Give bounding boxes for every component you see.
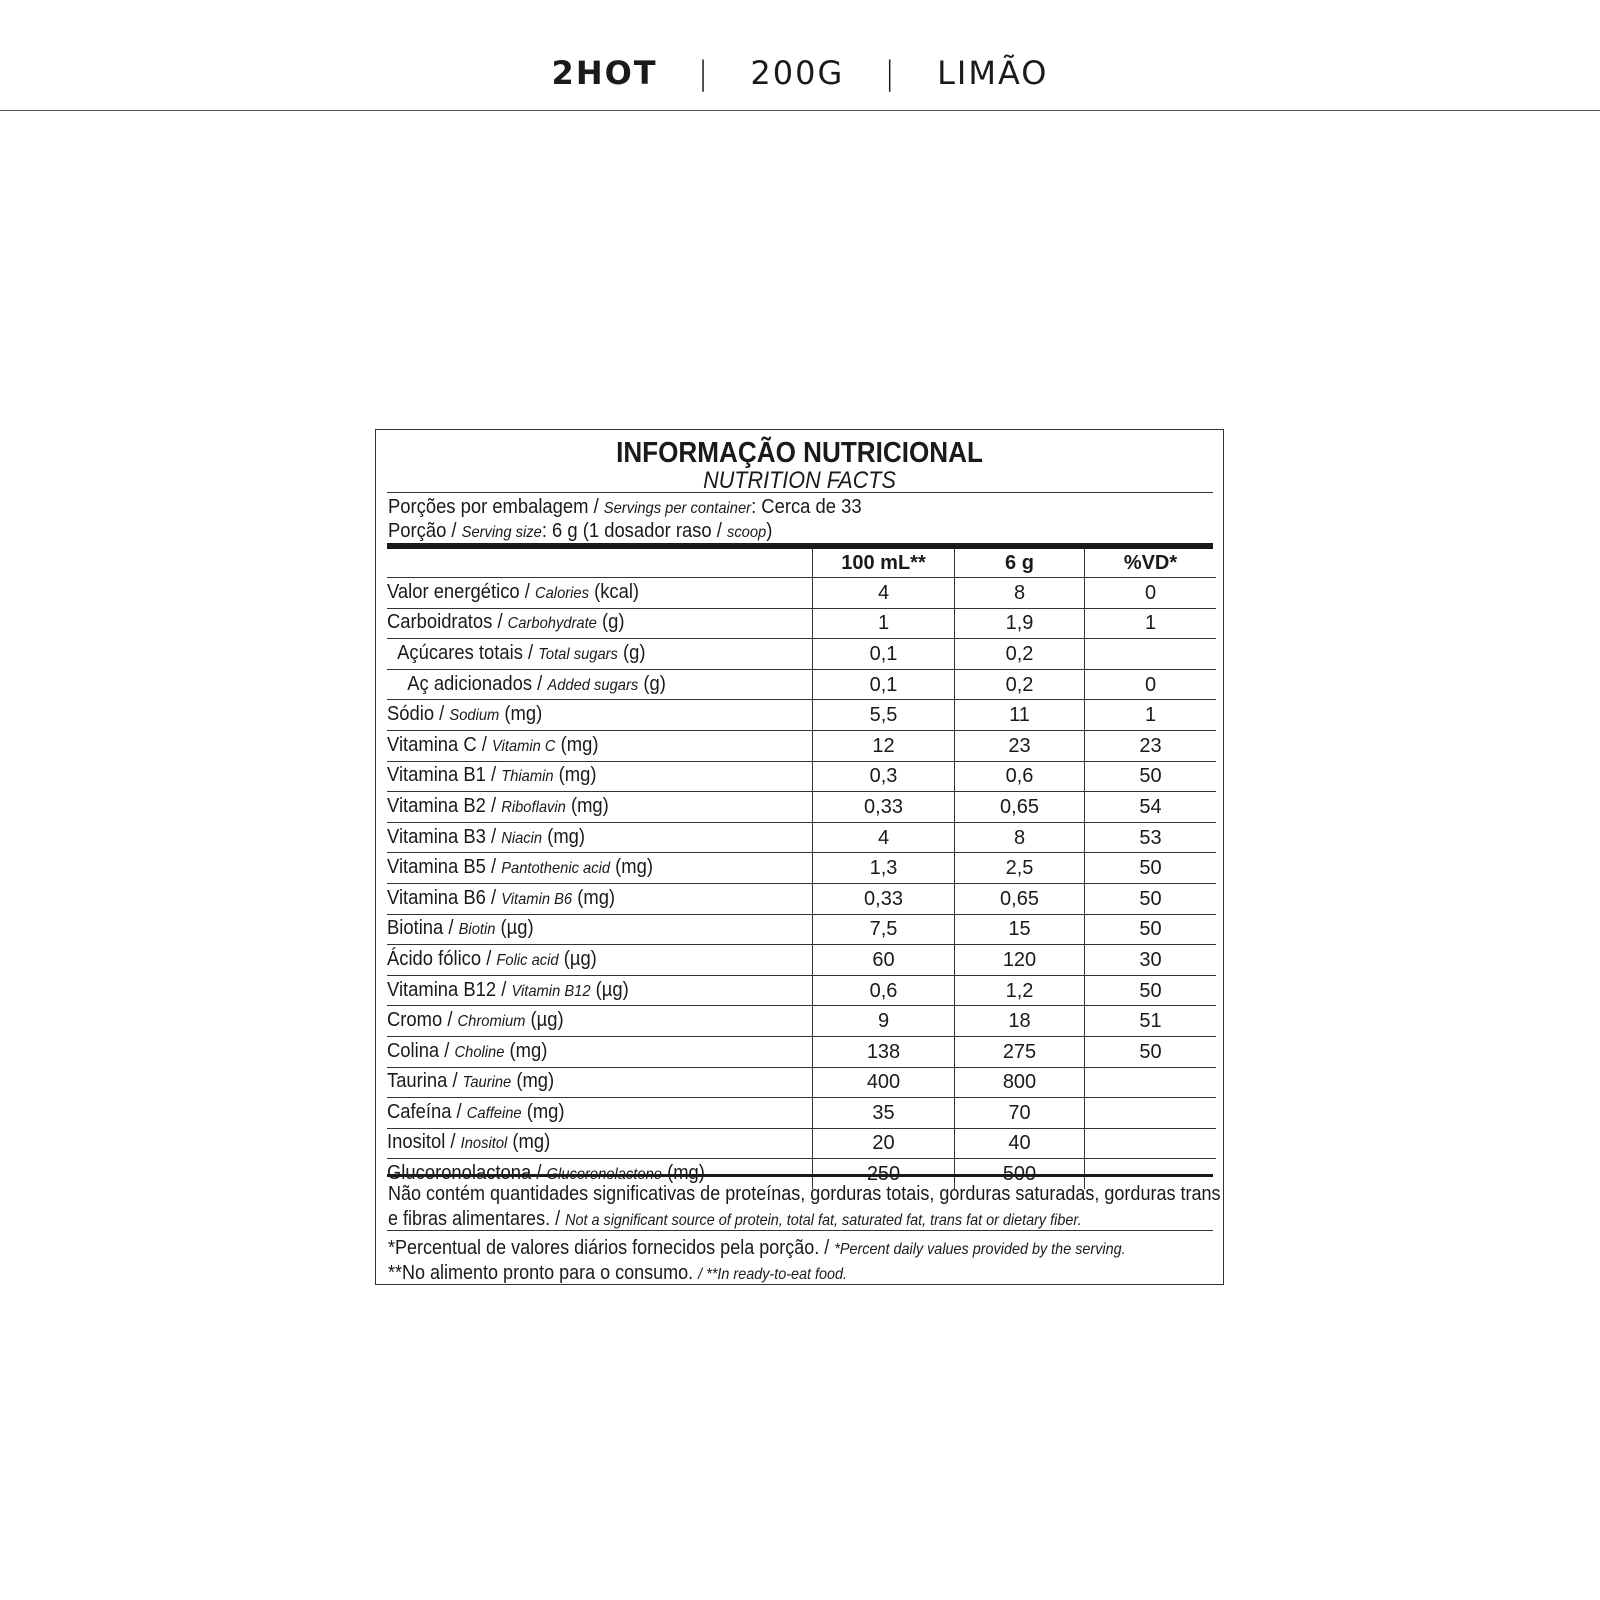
nutrient-name: Sódio / Sodium (mg)	[387, 700, 813, 731]
daily-value-percent: 0	[1085, 669, 1217, 700]
divider	[387, 1230, 1213, 1231]
daily-value-percent: 54	[1085, 792, 1217, 823]
table-row	[387, 822, 1216, 853]
value-per-serving: 1,2	[955, 975, 1085, 1006]
value-per-serving: 0,2	[955, 639, 1085, 670]
nutrition-facts-panel	[375, 429, 1224, 1285]
table-row	[387, 914, 1216, 945]
value-per-100ml: 20	[813, 1128, 955, 1159]
table-row	[387, 883, 1216, 914]
daily-value-percent: 50	[1085, 883, 1217, 914]
header-separator: |	[697, 54, 711, 92]
panel-title: INFORMAÇÃO NUTRICIONAL	[616, 437, 983, 469]
table-row	[387, 1036, 1216, 1067]
value-per-serving: 11	[955, 700, 1085, 731]
nutrition-table	[387, 549, 1216, 1189]
value-per-100ml: 400	[813, 1067, 955, 1098]
daily-value-percent	[1085, 1067, 1217, 1098]
nutrient-name: Inositol / Inositol (mg)	[387, 1128, 813, 1159]
value-per-serving: 275	[955, 1036, 1085, 1067]
value-per-100ml: 60	[813, 945, 955, 976]
daily-value-percent: 1	[1085, 608, 1217, 639]
value-per-100ml: 5,5	[813, 700, 955, 731]
value-per-100ml: 4	[813, 822, 955, 853]
daily-value-percent: 51	[1085, 1006, 1217, 1037]
nutrient-name: Vitamina B1 / Thiamin (mg)	[387, 761, 813, 792]
brand-name: 2HOT	[551, 54, 658, 92]
daily-value-percent	[1085, 1128, 1217, 1159]
value-per-serving: 120	[955, 945, 1085, 976]
column-header-100ml: 100 mL**	[813, 549, 955, 578]
divider	[387, 492, 1213, 493]
value-per-serving: 8	[955, 822, 1085, 853]
value-per-100ml: 7,5	[813, 914, 955, 945]
nutrient-name: Aç adicionados / Added sugars (g)	[387, 669, 813, 700]
value-per-serving: 1,9	[955, 608, 1085, 639]
column-header-dv: %VD*	[1085, 549, 1217, 578]
value-per-100ml: 0,33	[813, 792, 955, 823]
daily-value-percent: 1	[1085, 700, 1217, 731]
table-row	[387, 853, 1216, 884]
value-per-serving: 70	[955, 1098, 1085, 1129]
nutrient-name: Vitamina C / Vitamin C (mg)	[387, 730, 813, 761]
table-header-row	[387, 549, 1216, 578]
value-per-100ml: 4	[813, 578, 955, 609]
daily-value-percent: 50	[1085, 975, 1217, 1006]
panel-subtitle: NUTRITION FACTS	[703, 467, 896, 494]
table-row	[387, 639, 1216, 670]
value-per-100ml: 0,33	[813, 883, 955, 914]
value-per-serving: 0,6	[955, 761, 1085, 792]
footnote-ready-to-eat: **No alimento pronto para o consumo. / **In ready-to-eat food.	[388, 1262, 848, 1284]
nutrient-name: Ácido fólico / Folic acid (µg)	[387, 945, 813, 976]
nutrient-name: Cafeína / Caffeine (mg)	[387, 1098, 813, 1129]
product-header	[0, 0, 1600, 111]
product-header-text	[0, 54, 1600, 92]
table-row	[387, 578, 1216, 609]
nutrient-name: Colina / Choline (mg)	[387, 1036, 813, 1067]
value-per-serving: 0,65	[955, 883, 1085, 914]
value-per-serving: 18	[955, 1006, 1085, 1037]
table-row	[387, 700, 1216, 731]
footnote-not-significant-line2: e fibras alimentares. / Not a significant source of protein, total fat, saturated fat, trans fat or dietary fiber.	[388, 1208, 1082, 1230]
value-per-serving: 40	[955, 1128, 1085, 1159]
table-row	[387, 1006, 1216, 1037]
nutrient-name: Cromo / Chromium (µg)	[387, 1006, 813, 1037]
value-per-serving: 2,5	[955, 853, 1085, 884]
nutrient-name: Açúcares totais / Total sugars (g)	[387, 639, 813, 670]
value-per-100ml: 138	[813, 1036, 955, 1067]
product-flavor: LIMÃO	[937, 54, 1049, 92]
product-size: 200G	[750, 54, 845, 92]
table-row	[387, 761, 1216, 792]
daily-value-percent: 50	[1085, 853, 1217, 884]
daily-value-percent: 50	[1085, 761, 1217, 792]
table-row	[387, 792, 1216, 823]
header-separator: |	[884, 54, 898, 92]
nutrient-name: Vitamina B6 / Vitamin B6 (mg)	[387, 883, 813, 914]
serving-size: Porção / Serving size: 6 g (1 dosador raso / scoop)	[388, 520, 773, 542]
value-per-100ml: 9	[813, 1006, 955, 1037]
nutrient-name: Taurina / Taurine (mg)	[387, 1067, 813, 1098]
value-per-100ml: 35	[813, 1098, 955, 1129]
nutrient-name: Valor energético / Calories (kcal)	[387, 578, 813, 609]
nutrient-name: Vitamina B3 / Niacin (mg)	[387, 822, 813, 853]
daily-value-percent	[1085, 639, 1217, 670]
daily-value-percent: 50	[1085, 1036, 1217, 1067]
daily-value-percent: 50	[1085, 914, 1217, 945]
nutrient-name: Vitamina B12 / Vitamin B12 (µg)	[387, 975, 813, 1006]
table-row	[387, 1098, 1216, 1129]
table-row	[387, 669, 1216, 700]
value-per-serving: 0,65	[955, 792, 1085, 823]
table-row	[387, 730, 1216, 761]
column-header-serving: 6 g	[955, 549, 1085, 578]
value-per-serving: 8	[955, 578, 1085, 609]
nutrient-name: Biotina / Biotin (µg)	[387, 914, 813, 945]
value-per-100ml: 0,1	[813, 639, 955, 670]
table-row	[387, 1067, 1216, 1098]
value-per-serving: 0,2	[955, 669, 1085, 700]
daily-value-percent: 53	[1085, 822, 1217, 853]
value-per-100ml: 0,6	[813, 975, 955, 1006]
thick-divider	[387, 1174, 1213, 1177]
footnote-not-significant-line1: Não contém quantidades significativas de proteínas, gorduras totais, gorduras saturadas, gorduras trans	[388, 1183, 1221, 1205]
table-row	[387, 975, 1216, 1006]
value-per-100ml: 0,3	[813, 761, 955, 792]
value-per-100ml: 0,1	[813, 669, 955, 700]
value-per-serving: 800	[955, 1067, 1085, 1098]
value-per-serving: 500	[955, 1159, 1085, 1189]
nutrient-name: Vitamina B2 / Riboflavin (mg)	[387, 792, 813, 823]
table-row	[387, 608, 1216, 639]
table-row	[387, 945, 1216, 976]
daily-value-percent: 23	[1085, 730, 1217, 761]
column-header-nutrient	[387, 549, 813, 578]
table-row	[387, 1128, 1216, 1159]
value-per-serving: 23	[955, 730, 1085, 761]
value-per-100ml: 12	[813, 730, 955, 761]
servings-per-container: Porções por embalagem / Servings per container: Cerca de 33	[388, 496, 862, 518]
nutrient-name: Vitamina B5 / Pantothenic acid (mg)	[387, 853, 813, 884]
value-per-100ml: 250	[813, 1159, 955, 1189]
daily-value-percent: 0	[1085, 578, 1217, 609]
nutrient-name: Glucoronolactona / Glucoronolactone (mg)	[387, 1162, 705, 1185]
nutrient-name: Carboidratos / Carbohydrate (g)	[387, 608, 813, 639]
value-per-serving: 15	[955, 914, 1085, 945]
footnote-daily-values: *Percentual de valores diários fornecidos pela porção. / *Percent daily values provided by the serving.	[388, 1237, 1126, 1259]
daily-value-percent: 30	[1085, 945, 1217, 976]
value-per-100ml: 1	[813, 608, 955, 639]
value-per-100ml: 1,3	[813, 853, 955, 884]
daily-value-percent	[1085, 1098, 1217, 1129]
